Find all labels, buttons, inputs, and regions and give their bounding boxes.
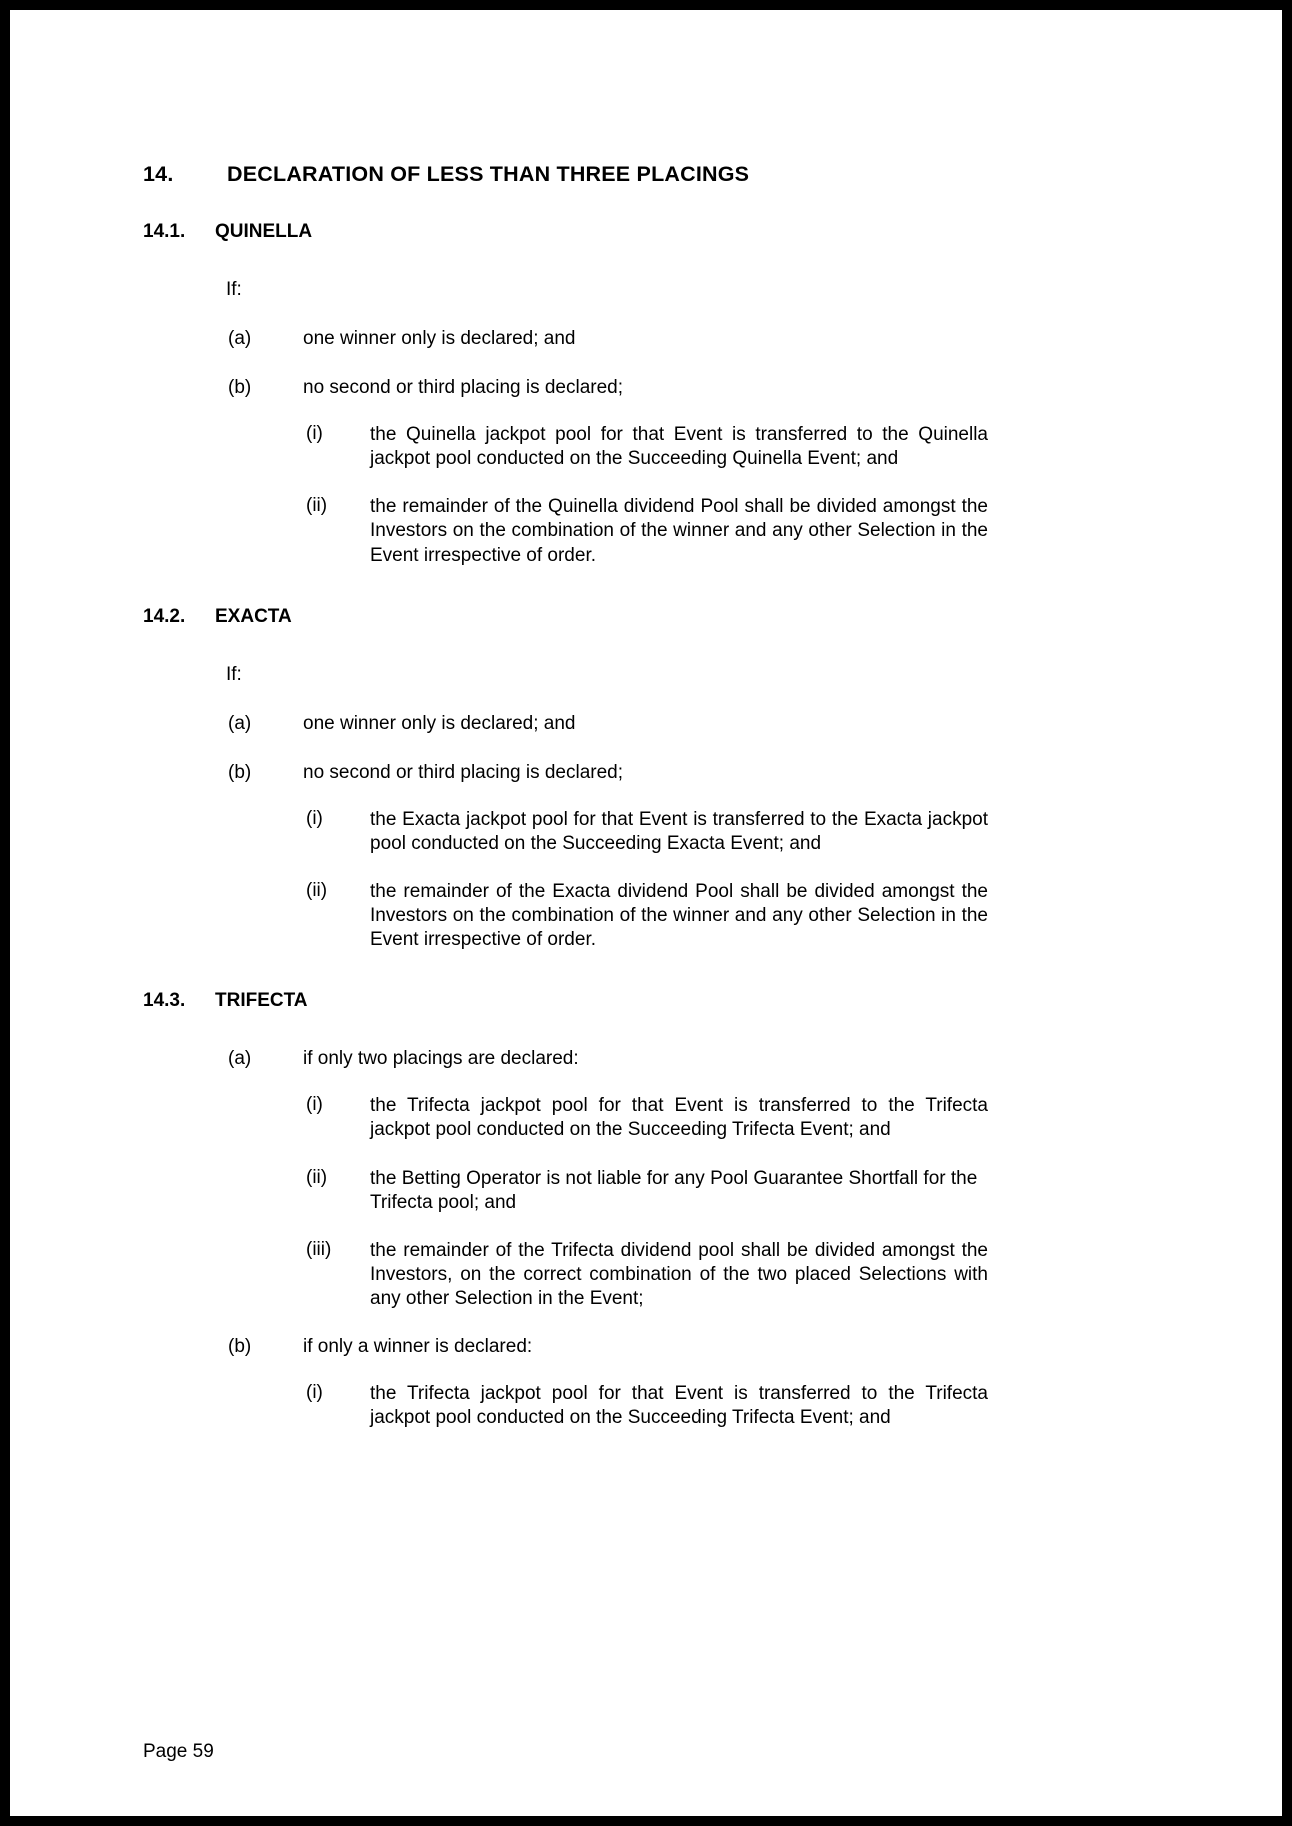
sub-list-item <box>306 1167 988 1215</box>
section-number: 14.2. <box>143 605 186 627</box>
sub-list-item-text: the Betting Operator is not liable for any Pool Guarantee Shortfall for the Trifecta pool; and <box>370 1167 978 1213</box>
sub-list-item-text: the Trifecta jackpot pool for that Event is transferred to the Trifecta jackpot pool conducted on the Succeeding Trifecta Event; and <box>370 1095 988 1141</box>
section-heading-quinella <box>143 221 988 243</box>
lead-in-text: If: <box>226 663 242 685</box>
sub-list-item-marker: (i) <box>306 1094 323 1116</box>
sub-list-item-marker: (ii) <box>306 1166 328 1188</box>
sub-list-item-text: the remainder of the Quinella dividend Pool shall be divided amongst the Investors on the combination of the winner and any other Selection in the Event irrespective of order. <box>370 496 988 566</box>
sub-list-item-marker: (iii) <box>306 1238 332 1260</box>
list-item <box>228 1336 988 1358</box>
page-footer: Page 59 <box>143 1741 214 1762</box>
sub-list-item-marker: (i) <box>306 423 323 444</box>
sub-list-item <box>306 808 988 856</box>
lead-in-text: If: <box>226 279 242 300</box>
clause-heading <box>143 162 988 187</box>
section-title: EXACTA <box>215 605 292 627</box>
list-item-marker: (b) <box>228 761 252 783</box>
sub-list-item-text: the Exacta jackpot pool for that Event is transferred to the Exacta jackpot pool conducted on the Succeeding Exacta Event; and <box>370 808 988 854</box>
list-item-text: one winner only is declared; and <box>303 328 576 349</box>
list-item <box>228 713 988 735</box>
section-number: 14.3. <box>143 990 186 1012</box>
section-heading-exacta <box>143 606 988 628</box>
sub-list-item <box>306 880 988 952</box>
list-item-text: if only a winner is declared: <box>303 1336 533 1358</box>
list-item <box>228 377 988 399</box>
list-item-marker: (b) <box>228 1336 252 1358</box>
list-item-marker: (a) <box>228 712 252 734</box>
sub-list-item-text: the remainder of the Trifecta dividend pool shall be divided amongst the Investors, on the correct combination of the two placed Selections with any other Selection in the Event; <box>370 1239 988 1309</box>
section-title: QUINELLA <box>215 221 313 242</box>
sub-list-item-marker: (ii) <box>306 495 328 517</box>
sub-list-item-text: the Quinella jackpot pool for that Event is transferred to the Quinella jackpot pool conducted on the Succeeding Quinella Event; and <box>370 424 988 470</box>
sub-list-item <box>306 1094 988 1142</box>
list-item <box>228 1048 988 1070</box>
sub-list-item <box>306 423 988 471</box>
section-heading-trifecta <box>143 990 988 1012</box>
sub-list-item <box>306 1239 988 1311</box>
list-item <box>228 328 988 350</box>
sub-list-item-marker: (i) <box>306 807 323 829</box>
section-title: TRIFECTA <box>215 990 308 1012</box>
list-item-marker: (a) <box>228 1048 252 1070</box>
sub-list-item <box>306 1382 988 1430</box>
list-item-text: no second or third placing is declared; <box>303 377 624 398</box>
sub-list-item <box>306 495 988 567</box>
clause-number: 14. <box>143 162 174 186</box>
list-item-marker: (b) <box>228 377 252 398</box>
sub-list-item-text: the Trifecta jackpot pool for that Event is transferred to the Trifecta jackpot pool conducted on the Succeeding Trifecta Event; and <box>370 1383 988 1429</box>
list-item-text: if only two placings are declared: <box>303 1048 579 1070</box>
list-item <box>228 762 988 784</box>
section-number: 14.1. <box>143 221 186 242</box>
sub-list-item-text: the remainder of the Exacta dividend Pool shall be divided amongst the Investors on the combination of the winner and any other Selection in the Event irrespective of order. <box>370 880 988 951</box>
list-item-marker: (a) <box>228 328 252 349</box>
list-item-text: no second or third placing is declared; <box>303 761 624 783</box>
sub-list-item-marker: (i) <box>306 1382 323 1404</box>
sub-list-item-marker: (ii) <box>306 879 328 901</box>
page-title: DECLARATION OF LESS THAN THREE PLACINGS <box>227 162 750 186</box>
page-content <box>143 10 988 1430</box>
list-item-text: one winner only is declared; and <box>303 712 576 734</box>
